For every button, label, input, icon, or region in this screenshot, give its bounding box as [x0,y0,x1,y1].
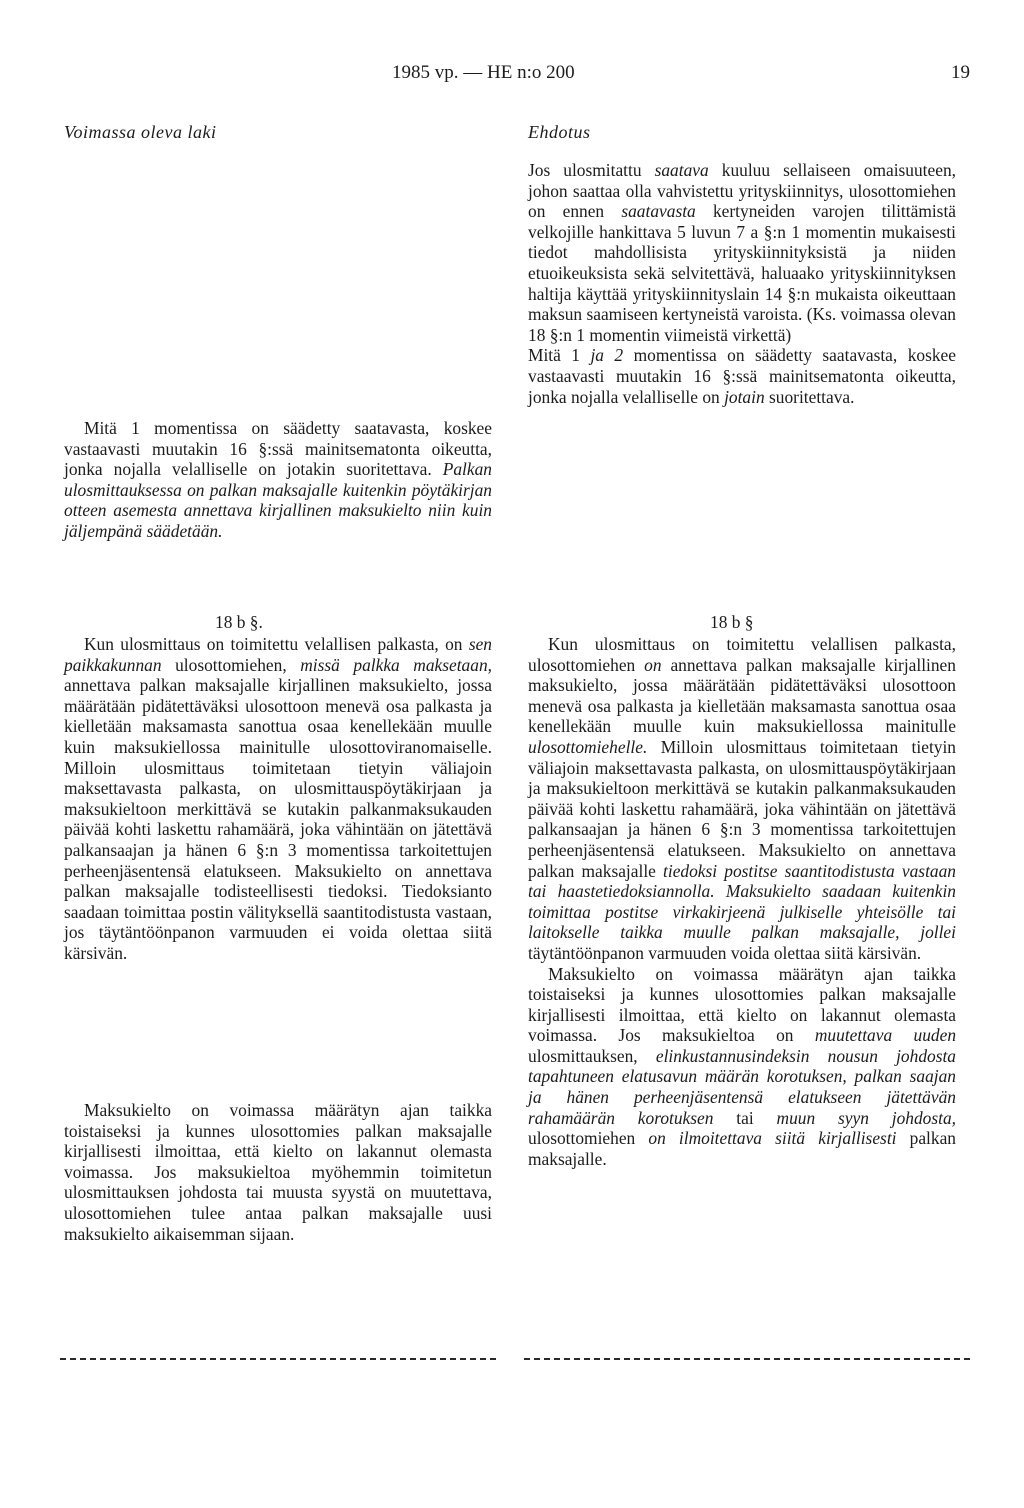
italic-run: tiedoksi postitse saantitodistusta vastaan tai haastetiedoksiannolla. Maksukielto saadaan kuitenkin toimittaa postitse virkakirjeenä julkiselle yhteisölle tai laitokselle taikka muulle palkan maksajalle, jollei [528,860,956,943]
italic-run: on [644,654,662,675]
text-run: ulosmittauksen, [528,1045,656,1066]
left-paragraph-1-italic: Palkan ulosmittauksessa on palkan maksajalle kuitenkin pöytäkirjan otteen asemesta annettava kirjallinen maksukielto niin kuin jäljempänä säädetään. [64,459,492,541]
text-run: Maksukielto on voimassa määrätyn ajan taikka toistaiseksi ja kunnes ulosottomies palkan maksajalle kirjallisesti ilmoittaa, että kielto on lakannut olemasta voimassa. Jos maksukieltoa on [528,963,956,1046]
running-header: 1985 vp. — HE n:o 200 [392,62,575,83]
left-column-body-2 [64,634,492,964]
text-run: tai [713,1107,777,1128]
page-number: 19 [951,62,970,83]
italic-run: sen paikkakunnan [64,634,492,675]
text-run: ulosottomiehen, [161,654,301,675]
text-run: täytäntöönpanon varmuuden voida olettaa siitä kärsivän. [528,942,922,963]
text-run: kuuluu sellaiseen omaisuuteen, johon saattaa olla vahvistettu yrityskiinnitys, ulosottomiehen on ennen [528,160,956,222]
right-paragraph-3 [528,634,956,964]
right-paragraph-4 [528,964,956,1170]
left-section-title: 18 b §. [215,612,263,632]
italic-run: ja 2 [590,345,624,366]
italic-run: on ilmoitettava siitä kirjallisesti [648,1128,897,1149]
text-run: kertyneiden varojen tilittämistä velkojille hankittava 5 luvun 7 a §:n 1 momentin mukaisesti tiedot mahdollisista yrityskiinnityksistä ja niiden etuoikeuksista sekä selvitettävä, haluaako yrityskiinnityksen haltija käyttää yrityskiinnityslain 14 §:n mukaista oikeuttaan maksun saamiseen kertyneistä varoista. (Ks. voimassa olevan 18 §:n 1 momentin viimeistä virkettä) [528,201,956,345]
italic-run: missä palkka maksetaan, [300,654,492,675]
text-run: annettava palkan maksajalle kirjallinen maksukielto, jossa määrätään pidätettäväksi ulosottoon menevä osa palkasta ja kielletään maksamasta sanottua osaa kenellekään muulle kuin maksukiellossa mainitulle ulosottoviranomaiselle. Milloin ulosmittaus toimitetaan tietyin väliajoin maksettavasta palkasta, on ulosmittauspöytäkirjaan ja maksukieltoon merkittävä se kutakin palkanmaksukauden päivää kohti laskettu rahamäärä, joka vähintään on jätettävä palkansaajan ja hänen 6 §:n 3 momentissa tarkoitettujen perheenjäsentensä elatukseen. Maksukielto on annettava palkan maksajalle todisteellisesti tiedoksi. Tiedoksianto saadaan toimittaa postin välityksellä saantitodistusta vastaan, jos täytäntöönpanon varmuuden ei voida olettaa siitä kärsivän. [64,675,492,963]
right-paragraph-1 [528,160,956,345]
right-paragraph-2 [528,345,956,407]
left-column-heading: Voimassa oleva laki [64,122,217,142]
text-run: suoritettava. [764,386,855,407]
left-dashed-separator [60,1358,496,1360]
right-column-body-2 [528,634,956,1169]
italic-run: saatavasta [621,201,696,222]
text-run: Kun ulosmittaus on toimitettu velallisen palkasta, ulosottomiehen [528,634,956,675]
text-run: Mitä 1 [528,345,591,366]
left-column-body-3 [64,1100,492,1244]
left-paragraph-1 [64,418,492,542]
left-paragraph-3: Maksukielto on voimassa määrätyn ajan taikka toistaiseksi ja kunnes ulosottomies palkan maksajalle kirjallisesti ilmoittaa, että kielto on lakannut olemasta voimassa. Jos maksukieltoa myöhemmin toimitetun ulosmittauksen johdosta tai muusta syystä on muutettava, ulosottomiehen tulee antaa palkan maksajalle uusi maksukielto aikaisemman sijaan. [64,1100,492,1244]
right-dashed-separator [524,1358,970,1360]
italic-run: saatava [654,160,709,180]
left-paragraph-2 [64,634,492,964]
italic-run: muun syyn johdosta, [776,1107,957,1128]
italic-run: elinkustannusindeksin nousun johdosta tapahtuneen elatusavun määrän korotuksen, palkan saajan ja hänen perheenjäsentensä elatukseen jätettävän rahamäärän korotuksen [528,1045,956,1128]
text-run: momentissa on säädetty saatavasta, koskee vastaavasti muutakin 16 §:ssä mainitsematonta oikeutta, jonka nojalla velalliselle on [528,345,956,407]
text-run: annettava palkan maksajalle kirjallinen maksukielto, jossa määrätään pidätettäväksi ulosottoon menevä osa palkasta ja kielletään maksamasta sanottua osaa kenellekään muulle kuin maksukiellossa mainitulle [528,654,956,737]
italic-run: muutettava uuden [814,1025,957,1046]
left-column-body [64,418,492,542]
text-run: Jos ulosmitattu [528,160,655,180]
italic-run: ulosottomiehelle. [528,736,648,757]
left-paragraph-1-text: Mitä 1 momentissa on säädetty saatavasta, koskee vastaavasti muutakin 16 §:ssä mainitsematonta oikeutta, jonka nojalla velalliselle on jotakin suoritettava. [64,418,492,480]
text-run: Kun ulosmittaus on toimitettu velallisen palkasta, on [84,634,469,654]
text-run: palkan maksajalle. [528,1128,956,1169]
italic-run: jotain [724,386,765,407]
right-column-body [528,160,956,407]
right-column-heading: Ehdotus [528,122,591,142]
right-section-title: 18 b § [710,612,754,632]
text-run: Milloin ulosmittaus toimitetaan tietyin väliajoin maksettavasta palkasta, on ulosmittauspöytäkirjaan ja maksukieltoon merkittävä se kutakin palkanmaksukauden päivää kohti laskettu rahamäärä, joka vähintään on jätettävä palkansaajan ja hänen 6 §:n 3 momentissa tarkoitettujen perheenjäsentensä elatukseen. Maksukielto on annettava palkan maksajalle [528,736,956,881]
text-run: ulosottomiehen [528,1128,649,1149]
